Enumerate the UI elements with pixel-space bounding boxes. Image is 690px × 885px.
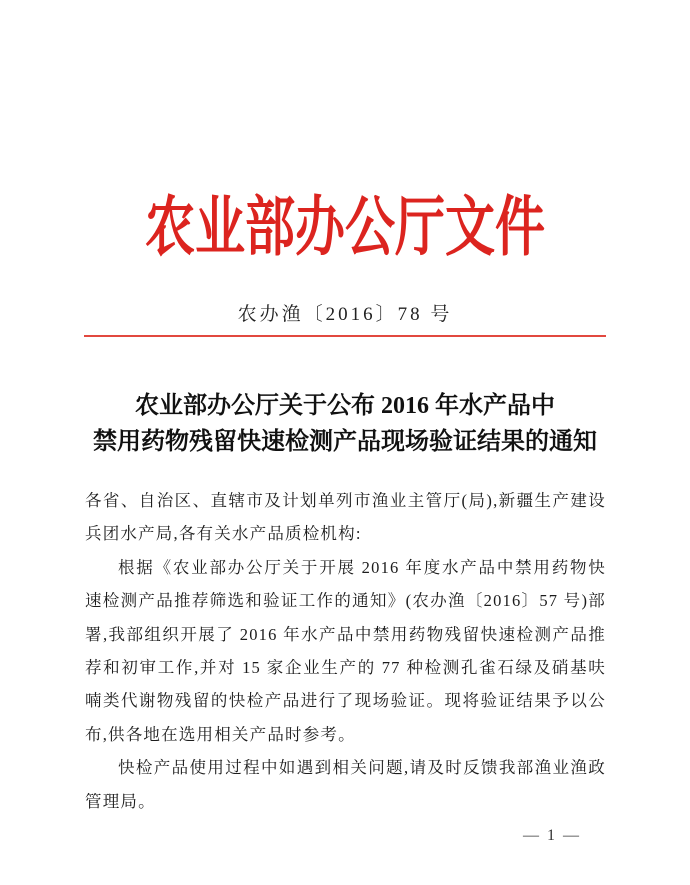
document-header-title: 农业部办公厅文件	[145, 190, 545, 264]
body-paragraph-1: 根据《农业部办公厅关于开展 2016 年度水产品中禁用药物快速检测产品推荐筛选和验证工作的通知》(农办渔〔2016〕57 号)部署,我部组织开展了 2016 年水产品中禁用药物残留快速检测产品推荐和初审工作,并对 15 家企业生产的 77 种检测孔雀石绿及硝基呋喃类代谢物残留的快检产品进行了现场验证。现将验证结果予以公布,供各地在选用相关产品时参考。	[85, 557, 606, 744]
red-divider-line	[84, 335, 606, 337]
body-paragraph-2: 快检产品使用过程中如遇到相关问题,请及时反馈我部渔业渔政管理局。	[85, 758, 606, 811]
document-subject-title	[45, 388, 645, 460]
document-number: 农办渔〔2016〕78 号	[237, 304, 453, 325]
document-body	[85, 484, 606, 818]
salutation-paragraph: 各省、自治区、直辖市及计划单列市渔业主管厅(局),新疆生产建设兵团水产局,各有关水产品质检机构:	[85, 491, 606, 544]
subject-line-2: 禁用药物残留快速检测产品现场验证结果的通知	[93, 429, 597, 455]
subject-line-1: 农业部办公厅关于公布 2016 年水产品中	[135, 393, 555, 419]
page-number: — 1 —	[523, 827, 581, 844]
